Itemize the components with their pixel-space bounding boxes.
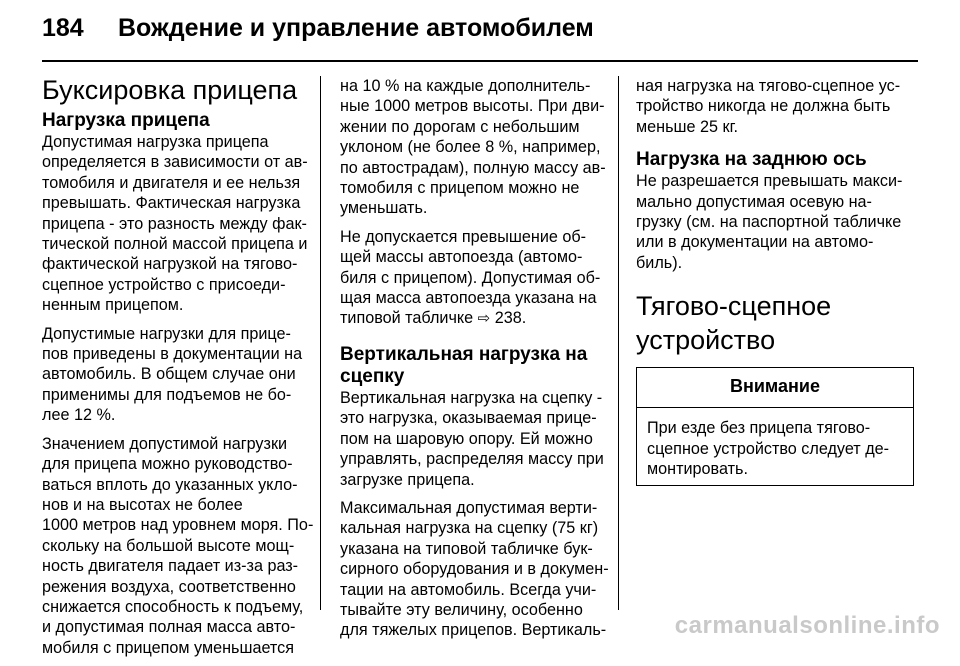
section-title-line: устройство <box>636 325 776 356</box>
text-line: Вертикальная нагрузка на сцепку - <box>340 388 603 407</box>
text-line: для прицепа можно руководство- <box>42 455 293 474</box>
text-line: 1000 метров над уровнем моря. По- <box>42 516 314 535</box>
column-divider <box>618 76 619 610</box>
paragraph <box>340 498 609 641</box>
text-line: тической полной массой прицепа и <box>42 235 308 254</box>
paragraph <box>340 227 606 330</box>
text-line: кальная нагрузка на сцепку (75 кг) <box>340 519 599 538</box>
paragraph <box>636 76 918 137</box>
text-line: тации на автомобиль. Всегда учи- <box>340 580 597 599</box>
text-line: монтировать. <box>647 460 748 479</box>
text-line: фактической нагрузкой на тягово- <box>42 255 298 274</box>
text-line: мобиля с прицепом уменьшается <box>42 638 295 657</box>
page-header <box>42 8 922 48</box>
text-line: уменьшать. <box>340 199 428 218</box>
text-line: или в документации на автомо- <box>636 233 874 252</box>
text-line: грузку (см. на паспортной табличке <box>636 213 902 232</box>
text-line: сцепное устройство с присоеди- <box>42 275 286 294</box>
text-line: лее 12 %. <box>42 406 116 425</box>
text-line: определяется в зависимости от ав- <box>42 153 308 172</box>
text-line: типовой табличке <box>340 309 474 328</box>
text-line: указана на типовой табличке бук- <box>340 539 593 558</box>
text-line: мально допустимая осевую на- <box>636 192 872 211</box>
text-line: автомобиль. В общем случае они <box>42 365 296 384</box>
text-line: ненным прицепом. <box>42 296 184 315</box>
text-line: для тяжелых прицепов. Вертикаль- <box>340 621 607 640</box>
text-line: Допустимая нагрузка прицепа <box>42 133 269 151</box>
paragraph <box>647 418 903 479</box>
paragraph <box>42 132 314 316</box>
page-number: 184 <box>42 14 84 42</box>
text-line: режения воздуха, соответственно <box>42 577 296 596</box>
section-title: Буксировка прицепа <box>42 75 298 105</box>
page-reference[interactable]: 238. <box>494 309 527 328</box>
section-title <box>636 289 918 357</box>
text-line: это нагрузка, оказываемая прице- <box>340 409 597 428</box>
text-line: снижается способность к подъему, <box>42 597 304 616</box>
text-line: загрузке прицепа. <box>340 470 475 489</box>
text-line: ность двигателя падает из-за раз- <box>42 557 299 576</box>
column-divider <box>320 76 321 610</box>
text-line: по автострадам), полную массу ав- <box>340 158 606 177</box>
text-line: уклоном (не более 8 %, например, <box>340 138 601 157</box>
text-line: тройство никогда не должна быть <box>636 97 891 116</box>
paragraph <box>636 171 918 273</box>
text-line: меньше 25 кг. <box>636 117 739 136</box>
warning-notice-box <box>636 367 914 486</box>
subheading: Нагрузка прицепа <box>42 110 210 131</box>
text-line: Значением допустимой нагрузки <box>42 434 288 453</box>
text-line: скольку на большой высоте мощ- <box>42 536 295 555</box>
text-line: томобиля и двигателя и ее нельзя <box>42 173 301 192</box>
text-line: Максимальная допустимая верти- <box>340 498 598 517</box>
text-line: и допустимая полная масса авто- <box>42 618 296 637</box>
text-line: превышать. Фактическая нагрузка <box>42 194 301 213</box>
text-line: сирного оборудования и в докумен- <box>340 560 609 579</box>
text-line: щей массы автопоезда (автомо- <box>340 248 583 267</box>
column-1 <box>42 74 314 666</box>
subheading-line: сцепку <box>340 365 405 387</box>
text-line: биля с прицепом). Допустимая об- <box>340 268 601 287</box>
notice-body <box>637 408 913 485</box>
text-line: пом на шаровую опору. Ей можно <box>340 429 593 448</box>
text-line: ные 1000 метров высоты. При дви- <box>340 97 605 116</box>
text-line: применимы для подъемов не бо- <box>42 385 292 404</box>
running-title: Вождение и управление автомобилем <box>118 14 594 42</box>
text-line: биль). <box>636 253 683 272</box>
text-line: жении по дорогам с небольшим <box>340 117 580 136</box>
text-line: прицепа - это разность между фак- <box>42 214 307 233</box>
subheading-line: Вертикальная нагрузка на <box>340 343 588 365</box>
text-line: Не допускается превышение об- <box>340 227 587 246</box>
section-title-line: Тягово-сцепное <box>636 291 832 322</box>
paragraph <box>340 388 606 490</box>
text-line: управлять, распределяя массу при <box>340 450 604 469</box>
text-line: ваться вплоть до указанных укло- <box>42 475 298 494</box>
text-line: Допустимые нагрузки для прице- <box>42 324 291 343</box>
column-3 <box>636 76 918 486</box>
watermark: carmanualsonline.info <box>674 612 940 639</box>
text-line: тывайте эту величину, особенно <box>340 600 583 619</box>
text-line: на 10 % на каждые дополнитель- <box>340 77 591 95</box>
page-reference-arrow-icon: ⇨ <box>477 310 491 328</box>
text-line: пов приведены в документации на <box>42 345 303 364</box>
notice-title: Внимание <box>637 368 913 408</box>
text-line: При езде без прицепа тягово- <box>647 419 871 438</box>
text-line: Не разрешается превышать макси- <box>636 172 903 191</box>
paragraph <box>340 76 606 219</box>
text-line: щая масса автопоезда указана на <box>340 289 597 308</box>
text-line: ная нагрузка на тягово-сцепное ус- <box>636 77 901 95</box>
text-line: нов и на высотах не более <box>42 495 243 514</box>
column-2 <box>340 76 609 649</box>
paragraph <box>42 434 314 658</box>
subheading: Нагрузка на заднюю ось <box>636 149 867 171</box>
text-line: томобиля с прицепом можно не <box>340 179 580 198</box>
paragraph <box>42 324 314 426</box>
header-rule <box>42 60 918 62</box>
subheading <box>340 344 606 388</box>
text-line: сцепное устройство следует де- <box>647 439 890 458</box>
